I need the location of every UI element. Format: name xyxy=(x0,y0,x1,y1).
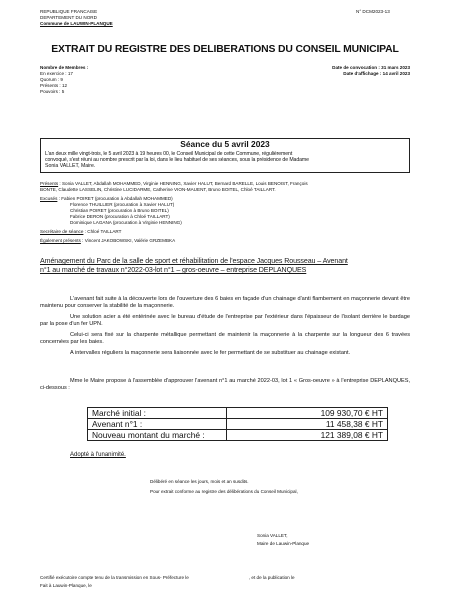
seance-line-2: convoqué, s'est réuni au nombre prescrit par la loi, dans le lieu habituel de ses séances, sous la présidence de Madame xyxy=(45,157,309,163)
excuses-line-1 xyxy=(40,196,173,201)
footer-certification-a: Certifié exécutoire compte tenu de la transmission en Sous- Préfecture le xyxy=(40,575,189,580)
secretaire-name: : Chloé TAILLART xyxy=(83,229,122,234)
date-affichage: Date d'affichage : 14 avril 2023 xyxy=(343,71,410,76)
amounts-table xyxy=(87,407,388,441)
header-commune: Commune de LAUWIN-PLANQUE xyxy=(40,21,113,26)
subject-line-1: Aménagement du Parc de la salle de sport et réhabilitation de l'espace Jacques Rousseau – Avenant xyxy=(40,257,348,265)
excuse-item: Florence THUILLIER (procuration à Xavier HALUT) xyxy=(70,202,175,207)
excuses-label: Excusés xyxy=(40,196,58,201)
footer-certification-b: , et de la publication le xyxy=(248,575,295,580)
body-paragraph-1: L'avenant fait suite à la découverte lors de l'ouverture des 6 baies en façade d'un chainage d'anti flambement en maçonnerie devant être maintenu pour conserver la stabilité de la maçonnerie. xyxy=(40,296,410,310)
header-country: REPUBLIQUE FRANCAISE xyxy=(40,9,98,14)
secretaire-label: Secrétaire de séance xyxy=(40,229,84,234)
excuse-item: Fabrice DERON (procuration à Chloé TAILLART) xyxy=(70,214,170,219)
signatory-name: Sonia VALLET, xyxy=(257,533,288,538)
egalement-label: Également présents xyxy=(40,238,81,243)
excuse-item: Dominique LAGANA (procuration à Virginie HENNING) xyxy=(70,220,182,225)
amount-value: 121 389,08 € HT xyxy=(227,430,388,441)
presents-line-2: BONTE, Claudette LASSELIN, Christine LUCIDARME, Catherine VION-MAUENT, Bruno BOITEL, Chloé TAILLART. xyxy=(40,187,276,192)
members-presents: Présents : 12 xyxy=(40,83,68,88)
seance-line-3: Sonia VALLET, Maire. xyxy=(45,163,96,169)
table-row xyxy=(88,419,388,430)
presents-line-1 xyxy=(40,181,308,186)
egalement-names: : Vincent JAKOBOWSKI, Valérie GRZEMBKA xyxy=(80,238,176,243)
presents-names: : Sonia VALLET, Abdallah MOHAMMED, Virginie HENNING, Xavier HALUT, Bernard BARELLE, Louis BENOIST, François xyxy=(58,181,308,186)
signatory-role: Maire de Lauwin-Planque xyxy=(257,541,310,546)
amount-value: 109 930,70 € HT xyxy=(227,408,388,419)
header-department: DEPARTEMENT DU NORD xyxy=(40,15,97,20)
amount-label: Marché initial : xyxy=(88,408,227,419)
secretaire-line xyxy=(40,229,121,234)
seance-title: Séance du 5 avril 2023 xyxy=(180,139,270,149)
seance-line-1: L'an deux mille vingt-trois, le 5 avril 2023 à 19 heures 00, le Conseil Municipal de cette Commune, régulièrement xyxy=(45,151,293,157)
page-title: EXTRAIT DU REGISTRE DES DELIBERATIONS DU CONSEIL MUNICIPAL xyxy=(51,44,399,55)
amount-label: Avenant n°1 : xyxy=(88,419,227,430)
excuse-item: : Fabien POIRET (procuration à Abdallah MOHAMMED) xyxy=(57,196,173,201)
footer-fait-a: Fait à Lauwin-Planque, le xyxy=(40,583,92,588)
members-quorum: Quorum : 9 xyxy=(40,77,63,82)
table-row xyxy=(88,408,388,419)
members-heading: Nombre de Membres : xyxy=(40,65,89,70)
members-en-exercice: En exercice : 17 xyxy=(40,71,73,76)
excuse-item: Christian POIRET (procuration à Bruno BOITEL) xyxy=(70,208,169,213)
amount-value: 11 458,38 € HT xyxy=(227,419,388,430)
amount-label: Nouveau montant du marché : xyxy=(88,430,227,441)
table-row xyxy=(88,430,388,441)
body-paragraph-5: Mme le Maire propose à l'assemblée d'approuver l'avenant n°1 au marché 2022-03, lot 1 « Gros-oeuvre » à l'entreprise DEPLANQUES, ci-dessous : xyxy=(40,378,410,392)
date-convocation: Date de convocation : 31 mars 2023 xyxy=(332,65,410,70)
body-paragraph-2: Une solution acier a été entérinée avec le bureau d'étude de l'entreprise par l'extérieur dans l'épaisseur de l'isolant derrière le bardage par la pose d'un fer UPN. xyxy=(40,314,410,328)
members-pouvoirs: Pouvoirs : 5 xyxy=(40,89,65,94)
closing-line-1: Délibéré en séance les jours, mois et an susdits. xyxy=(150,479,249,484)
deliberation-ref: N° DCM2023-13 xyxy=(356,9,390,14)
body-paragraph-3: Celui-ci sera fixé sur la charpente métallique permettant de maintenir la maçonnerie à la charpente sur la longueur des 6 travées concernées par les baies. xyxy=(40,332,410,346)
closing-line-2: Pour extrait conforme au registre des délibérations du Conseil Municipal, xyxy=(150,489,298,494)
subject-line-2: n°1 au marché de travaux n°2022-03-lot n°1 – gros-oeuvre – entreprise DEPLANQUES xyxy=(40,266,307,274)
body-paragraph-4: A intervalles réguliers la maçonnerie sera liaisonnée avec le fer permettant de se substituer au chainage existant. xyxy=(70,350,351,356)
presents-label: Présents xyxy=(40,181,59,186)
footer-certification xyxy=(40,575,295,580)
egalement-line xyxy=(40,238,175,243)
adoption-statement: Adopté à l'unanimité. xyxy=(70,452,126,458)
